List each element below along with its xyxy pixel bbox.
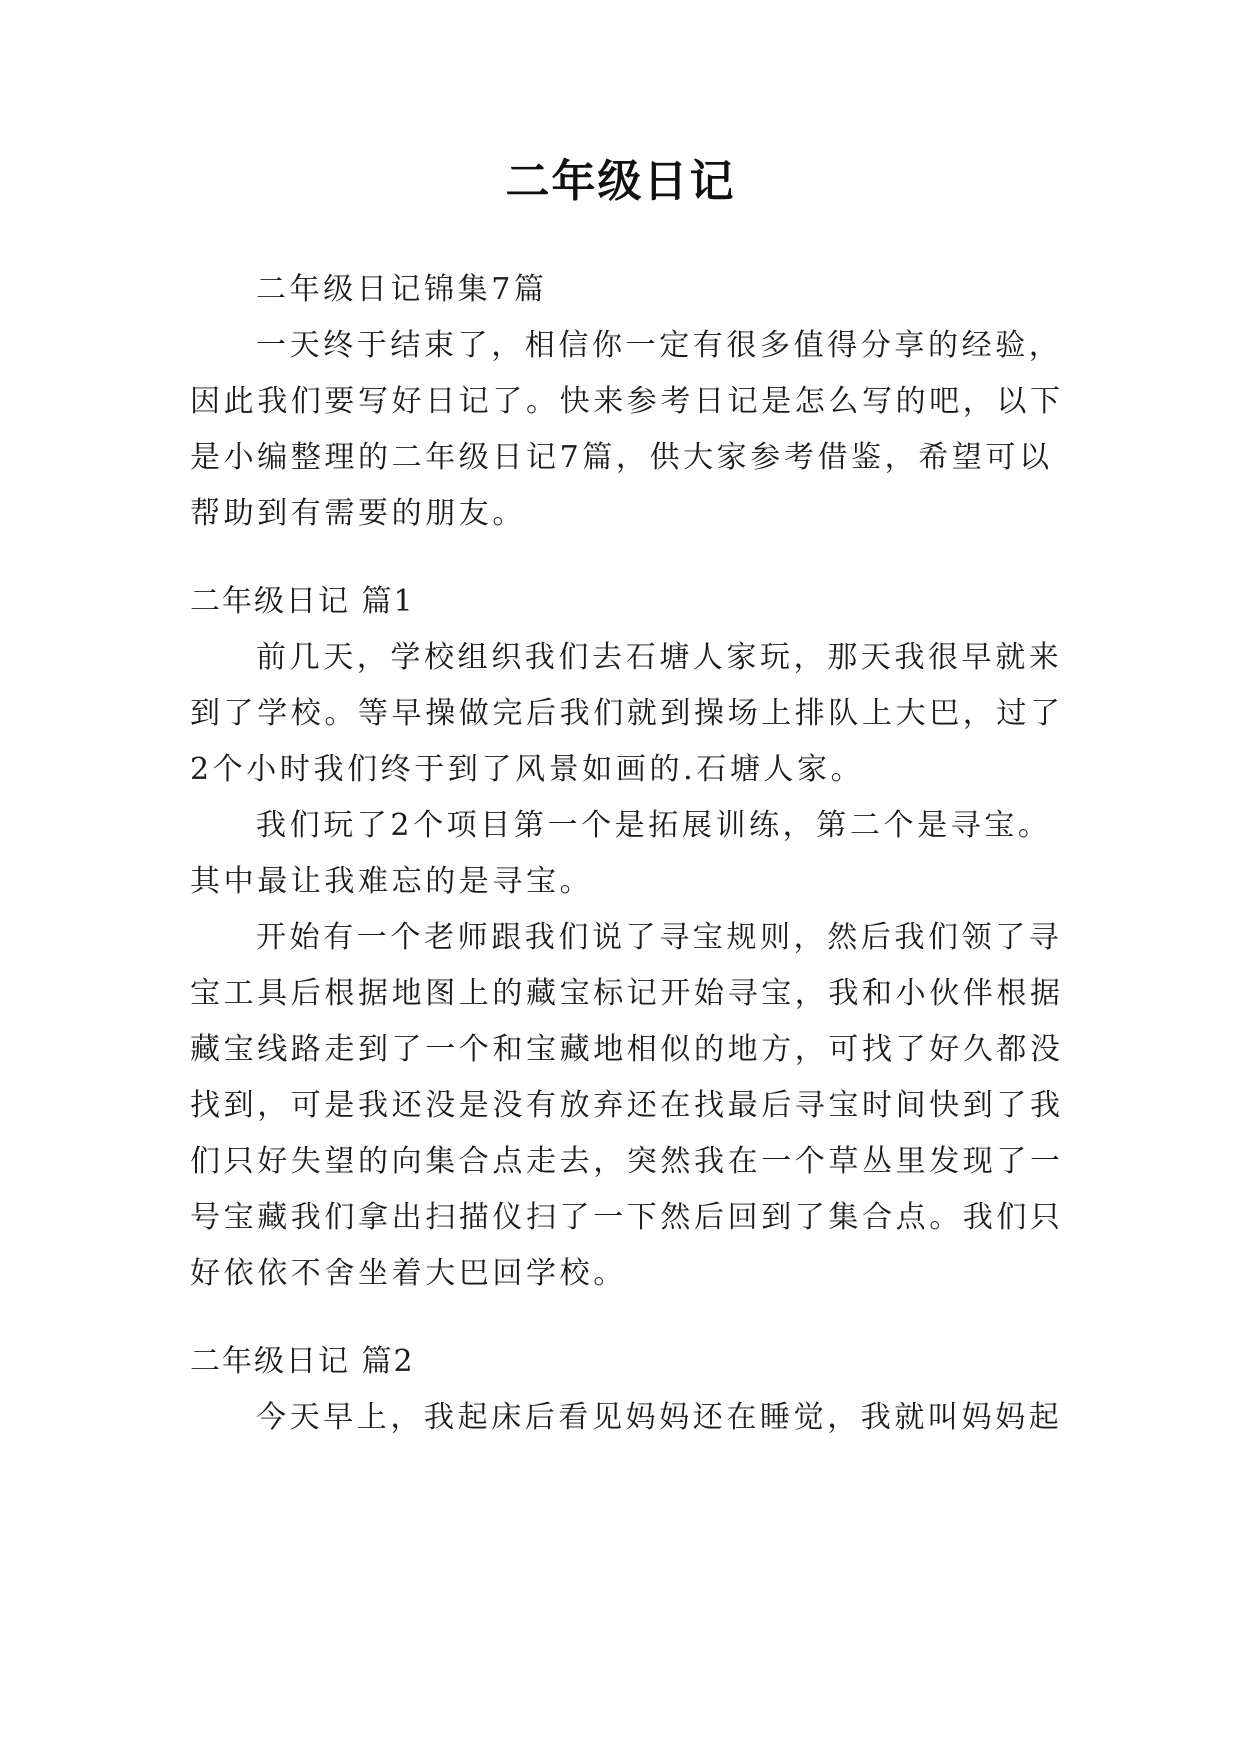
- page-title: 二年级日记: [505, 156, 736, 207]
- section-heading-1: 二年级日记 篇1: [190, 584, 415, 619]
- intro-paragraph: 一天终于结束了，相信你一定有很多值得分享的经验，因此我们要写好日记了。快来参考日记是怎么写的吧，以下是小编整理的二年级日记7篇，供大家参考借鉴，希望可以帮助到有需要的朋友。: [190, 328, 1064, 531]
- section-1-paragraph-3: 开始有一个老师跟我们说了寻宝规则，然后我们领了寻宝工具后根据地图上的藏宝标记开始寻宝，我和小伙伴根据藏宝线路走到了一个和宝藏地相似的地方，可找了好久都没找到，可是我还没是没有放弃还在找最后寻宝时间快到了我们只好失望的向集合点走去，突然我在一个草丛里发现了一号宝藏我们拿出扫描仪扫了一下然后回到了集合点。我们只好依依不舍坐着大巴回学校。: [190, 920, 1064, 1291]
- section-1-paragraph-2: 我们玩了2个项目第一个是拓展训练，第二个是寻宝。其中最让我难忘的是寻宝。: [190, 808, 1052, 899]
- document-subtitle: 二年级日记锦集7篇: [256, 272, 548, 307]
- section-2-paragraph-1: 今天早上，我起床后看见妈妈还在睡觉，我就叫妈妈起: [256, 1400, 1063, 1435]
- section-1-paragraph-1: 前几天，学校组织我们去石塘人家玩，那天我很早就来到了学校。等早操做完后我们就到操场上排队上大巴，过了2个小时我们终于到了风景如画的.石塘人家。: [190, 640, 1064, 787]
- section-heading-2: 二年级日记 篇2: [190, 1344, 415, 1379]
